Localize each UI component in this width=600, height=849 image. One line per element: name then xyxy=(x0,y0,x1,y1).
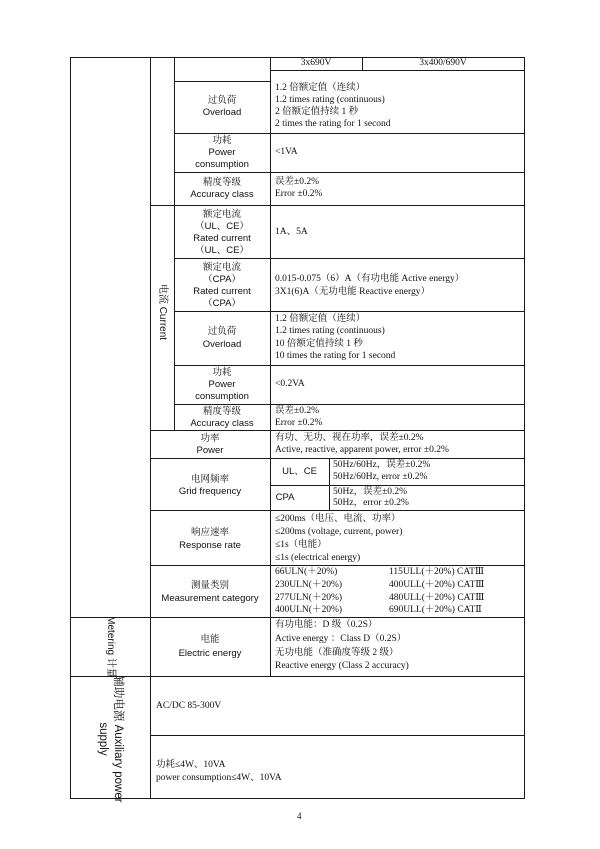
current-overload-label-en: Overload xyxy=(202,339,242,350)
voltage-col1-header: 3x690V xyxy=(300,58,332,68)
voltage-overload-line: 1.2 times rating (continuous) xyxy=(275,95,385,105)
rated-current-cpa-value: 0.015-0.075（6）A（有功电能 Active energy） xyxy=(275,274,465,284)
metering-section-label: Metering 计量 xyxy=(105,616,116,678)
current-power-value: <0.2VA xyxy=(275,379,305,389)
current-power-label-cn: 功耗 xyxy=(212,367,232,378)
auxiliary-consumption-en: power consumption≤4W、10VA xyxy=(156,773,282,783)
grid-frequency-cpa-value: 50Hz，误差±0.2% xyxy=(333,487,408,497)
rated-current-ul-value: 1A、5A xyxy=(275,227,308,237)
measurement-category-a: 230ULN(＋20%) xyxy=(275,580,343,590)
response-rate-label-cn: 响应速率 xyxy=(190,527,229,538)
current-power-label-en: consumption xyxy=(195,391,249,402)
page-number: 4 xyxy=(297,811,302,821)
power-value: 有功、无功、视在功率，误差±0.2% xyxy=(275,433,424,443)
electric-energy-label-cn: 电能 xyxy=(200,634,220,645)
current-overload-line: 10 倍额定值持续 1 秒 xyxy=(275,339,363,349)
voltage-overload-line: 2 倍额定值持续 1 秒 xyxy=(275,107,359,117)
grid-frequency-label-en: Grid frequency xyxy=(178,486,242,497)
response-rate-label-en: Response rate xyxy=(179,540,241,551)
voltage-accuracy-label-en: Accuracy class xyxy=(190,189,254,200)
power-label-en: Power xyxy=(196,445,224,456)
voltage-power-label-cn: 功耗 xyxy=(212,135,232,146)
measurement-category-b: 400ULL(＋20%) CATⅢ xyxy=(389,580,485,590)
grid-frequency-label-cn: 电网频率 xyxy=(190,474,229,485)
response-rate-line: ≤1s (electrical energy) xyxy=(275,553,361,563)
rated-current-cpa-label: （CPA） xyxy=(203,298,241,309)
grid-frequency-ul-value: 50Hz/60Hz, error ±0.2% xyxy=(333,472,428,482)
response-rate-line: ≤1s（电能） xyxy=(275,540,327,550)
measurement-category-label-cn: 测量类别 xyxy=(190,580,229,591)
rated-current-cpa-value: 3X1(6)A（无功电能 Reactive energy） xyxy=(275,287,430,297)
voltage-power-label-en: Power xyxy=(208,147,236,158)
voltage-overload-line: 2 times the rating for 1 second xyxy=(275,119,391,129)
power-value: Active, reactive, apparent power, error ±0.2% xyxy=(275,445,449,455)
current-overload-line: 1.2 倍额定值（连续） xyxy=(275,314,366,324)
voltage-overload-line: 1.2 倍额定值（连续） xyxy=(275,83,366,93)
current-accuracy-value: 误差±0.2% xyxy=(275,406,320,416)
current-overload-line: 1.2 times rating (continuous) xyxy=(275,326,385,336)
current-overload-label-cn: 过负荷 xyxy=(207,326,237,337)
current-power-label-en: Power xyxy=(208,379,236,390)
voltage-accuracy-value: Error ±0.2% xyxy=(275,189,323,199)
rated-current-cpa-label: 额定电流 xyxy=(202,262,241,273)
current-accuracy-label-en: Accuracy class xyxy=(190,418,254,429)
grid-frequency-ul-value: 50Hz/60Hz，误差±0.2% xyxy=(333,460,431,470)
electric-energy-line: 无功电能（准确度等级 2 级） xyxy=(275,648,399,658)
voltage-overload-label-cn: 过负荷 xyxy=(207,95,237,106)
measurement-category-b: 115ULL(＋20%) CATⅢ xyxy=(389,567,485,577)
power-label-cn: 功率 xyxy=(200,433,220,444)
grid-frequency-ul-label: UL、CE xyxy=(282,466,317,477)
measurement-category-a: 400ULN(＋20%) xyxy=(275,605,343,615)
rated-current-ul-label: （UL、CE） xyxy=(195,221,249,232)
electric-energy-line: Active energy ：Class D（0.2S） xyxy=(275,634,407,644)
rated-current-ul-label: （UL、CE） xyxy=(195,245,249,256)
voltage-col2-header: 3x400/690V xyxy=(419,58,467,68)
measurement-category-b: 480ULL(＋20%) CATⅢ xyxy=(389,593,485,603)
auxiliary-section-label: 辅助电源 Auxiliary power supply xyxy=(97,675,124,803)
response-rate-line: ≤200ms（电压、电流、功率） xyxy=(275,514,401,524)
measurement-category-a: 277ULN(＋20%) xyxy=(275,593,343,603)
voltage-accuracy-value: 误差±0.2% xyxy=(275,177,320,187)
measurement-category-a: 66ULN(＋20%) xyxy=(275,567,338,577)
current-accuracy-value: Error ±0.2% xyxy=(275,418,323,428)
rated-current-ul-label: Rated current xyxy=(193,233,251,244)
rated-current-ul-label: 额定电流 xyxy=(202,209,241,220)
electric-energy-line: 有功电能：D 级（0.2S） xyxy=(275,620,378,630)
measurement-category-label-en: Measurement category xyxy=(161,593,259,604)
auxiliary-voltage-range: AC/DC 85-300V xyxy=(156,701,222,711)
measurement-category-b: 690ULL(＋20%) CATⅡ xyxy=(389,605,482,615)
current-accuracy-label-cn: 精度等级 xyxy=(202,406,241,417)
voltage-power-value: <1VA xyxy=(275,147,298,157)
grid-frequency-cpa-label: CPA xyxy=(275,492,295,503)
grid-frequency-cpa-value: 50Hz，error ±0.2% xyxy=(333,498,409,508)
rated-current-cpa-label: （CPA） xyxy=(203,274,241,285)
voltage-power-label-en: consumption xyxy=(195,159,249,170)
response-rate-line: ≤200ms (voltage, current, power) xyxy=(275,527,403,537)
current-overload-line: 10 times the rating for 1 second xyxy=(275,351,396,361)
electric-energy-line: Reactive energy (Class 2 accuracy) xyxy=(275,661,409,671)
voltage-overload-label-en: Overload xyxy=(202,107,242,118)
rated-current-cpa-label: Rated current xyxy=(193,286,251,297)
current-section-label: 电流 Current xyxy=(157,283,168,341)
voltage-accuracy-label-cn: 精度等级 xyxy=(202,177,241,188)
auxiliary-consumption-cn: 功耗≤4W、10VA xyxy=(156,760,226,770)
electric-energy-label-en: Electric energy xyxy=(178,648,242,659)
